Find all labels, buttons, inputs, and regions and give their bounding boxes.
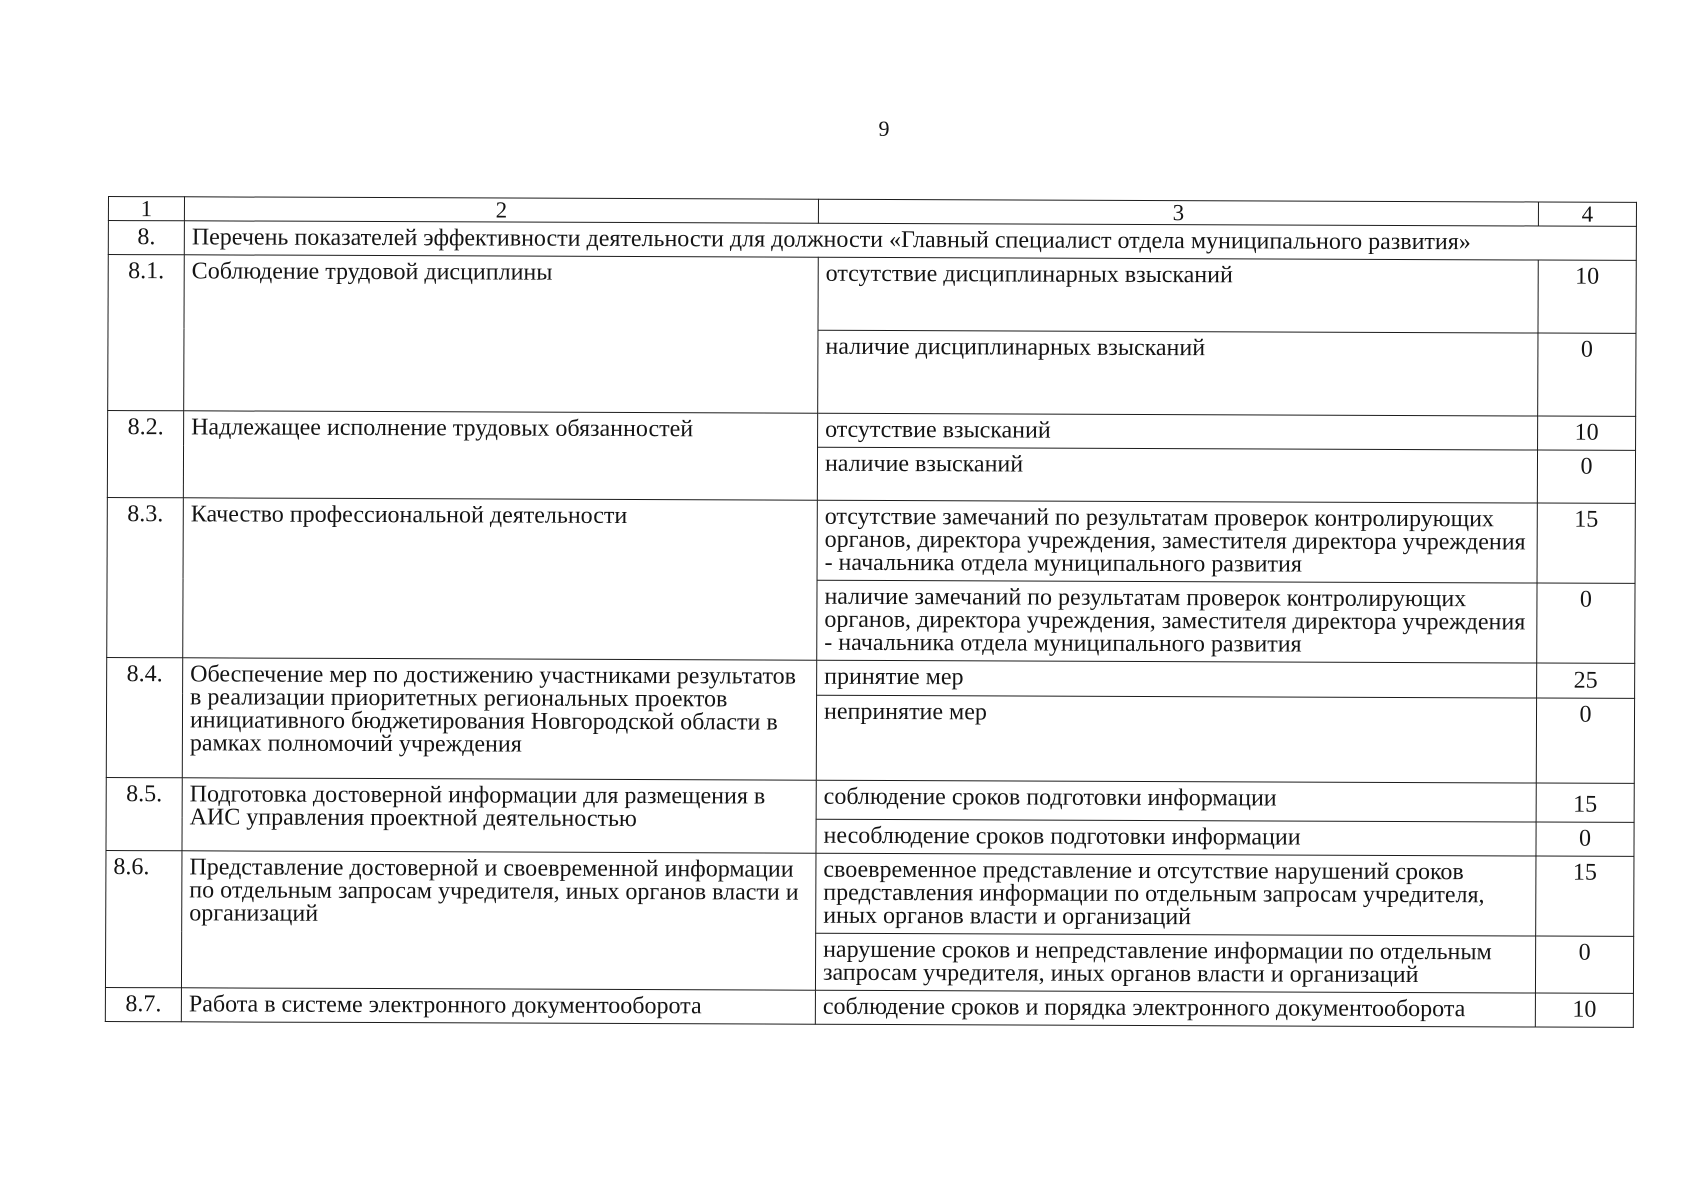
section-title: Перечень показателей эффективности деятельности для должности «Главный специалист отдела муниципального развития»: [184, 221, 1636, 261]
column-number: 1: [108, 197, 184, 221]
criterion-text: своевременное представление и отсутствие нарушений сроков представления информации по отдельным запросам учредителя, иных органов власти и организаций: [816, 853, 1536, 936]
criterion-text: принятие мер: [817, 660, 1537, 698]
row-number: 8.3.: [107, 497, 184, 657]
table-row: [108, 411, 1636, 451]
criterion-text: несоблюдение сроков подготовки информации: [816, 819, 1536, 856]
row-number: 8.2.: [107, 411, 183, 498]
criterion-points: 0: [1537, 450, 1635, 503]
criterion-points: 0: [1537, 583, 1635, 663]
criterion-points: 15: [1537, 503, 1635, 583]
table-row: [107, 657, 1635, 698]
criterion-text: отсутствие замечаний по результатам проверок контролирующих органов, директора учреждения, заместителя директора учреждения - начальника отдела муниципального развития: [817, 500, 1537, 583]
criterion-text: непринятие мер: [816, 695, 1536, 783]
row-number: 8.4.: [106, 657, 182, 777]
table-row: [105, 987, 1633, 1027]
indicator-name: Представление достоверной и своевременной информации по отдельным запросам учредителя, иных органов власти и организаций: [181, 851, 816, 990]
indicator-name: Надлежащее исполнение трудовых обязанностей: [183, 411, 817, 500]
table-row: [106, 850, 1634, 936]
criterion-points: 10: [1535, 993, 1633, 1027]
row-number: 8.1.: [108, 255, 185, 411]
column-number: 2: [184, 197, 818, 223]
section-row: [108, 221, 1636, 261]
criterion-text: наличие дисциплинарных взысканий: [818, 330, 1538, 416]
criterion-points: 0: [1536, 698, 1634, 783]
criterion-text: отсутствие дисциплинарных взысканий: [818, 257, 1538, 333]
row-number: 8.6.: [105, 850, 182, 987]
criterion-points: 10: [1538, 260, 1636, 333]
criterion-text: соблюдение сроков подготовки информации: [816, 780, 1536, 822]
criterion-points: 0: [1536, 822, 1634, 856]
indicator-name: Обеспечение мер по достижению участниками результатов в реализации приоритетных региональных проектов инициативного бюджетирования Новгородской области в рамках полномочий учреждения: [182, 658, 816, 780]
criterion-text: наличие замечаний по результатам проверок контролирующих органов, директора учреждения, заместителя директора учреждения - начальника отдела муниципального развития: [817, 580, 1537, 663]
row-number: 8.5.: [106, 777, 182, 850]
criterion-points: 0: [1535, 936, 1633, 993]
column-number: 3: [818, 199, 1538, 226]
criterion-text: отсутствие взысканий: [818, 413, 1538, 450]
criterion-text: нарушение сроков и непредставление информации по отдельным запросам учредителя, иных органов власти и организаций: [815, 933, 1535, 993]
criterion-text: соблюдение сроков и порядка электронного документооборота: [815, 990, 1535, 1027]
criterion-points: 0: [1538, 333, 1636, 416]
criterion-text: наличие взысканий: [817, 447, 1537, 503]
indicator-name: Соблюдение трудовой дисциплины: [184, 255, 819, 413]
page-number: 9: [878, 116, 890, 141]
criterion-points: 10: [1538, 416, 1636, 450]
criterion-points: 15: [1536, 856, 1634, 936]
indicator-name: Работа в системе электронного документооборота: [181, 988, 815, 1024]
table-row: [108, 255, 1636, 334]
table-row: [107, 497, 1635, 583]
indicator-name: Качество профессиональной деятельности: [183, 498, 818, 660]
indicator-name: Подготовка достоверной информации для размещения в АИС управления проектной деятельностью: [182, 778, 816, 853]
section-number: 8.: [108, 221, 184, 255]
indicators-table: [105, 196, 1637, 1028]
criterion-points: 15: [1536, 783, 1634, 822]
row-number: 8.7.: [105, 987, 181, 1021]
column-number: 4: [1538, 202, 1636, 226]
criterion-points: 25: [1537, 663, 1635, 698]
table-row: [106, 777, 1634, 822]
